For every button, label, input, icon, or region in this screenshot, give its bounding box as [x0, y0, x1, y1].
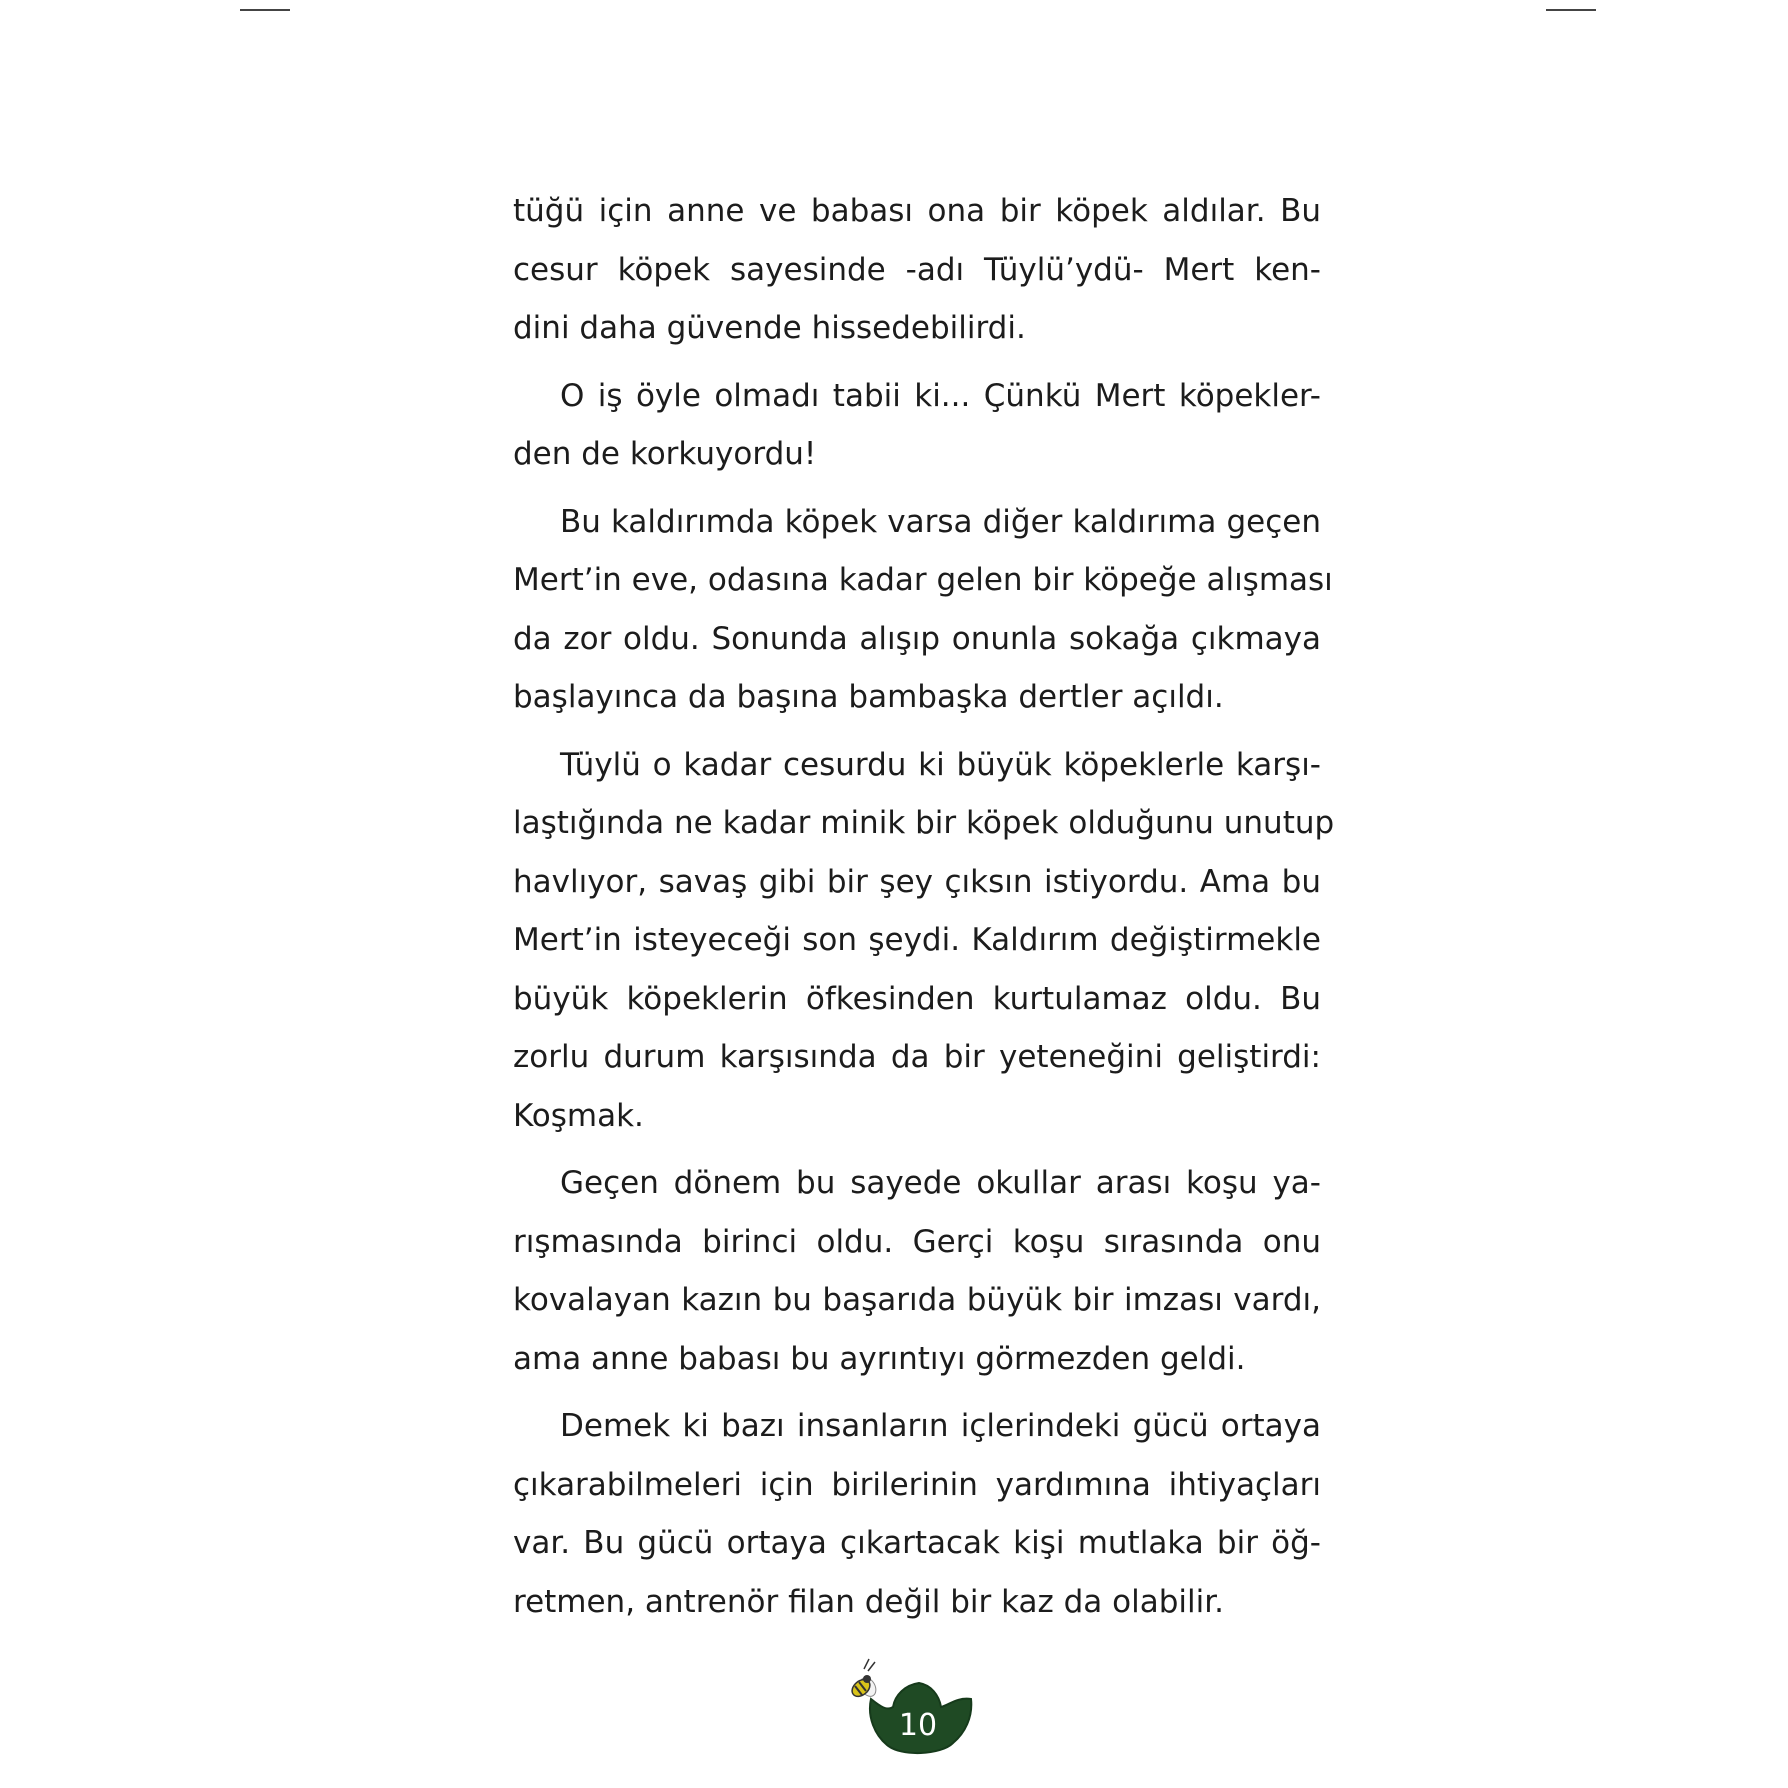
text-line: Bu kaldırımda köpek varsa diğer kaldırıma geçen — [560, 503, 1321, 540]
text-line: laştığında ne kadar minik bir köpek olduğunu unutup — [513, 805, 1335, 841]
paragraph — [513, 367, 1321, 484]
text-line: cesur köpek sayesinde -adı Tüylü’ydü- Mert ken- — [513, 251, 1321, 288]
text-line: havlıyor, savaş gibi bir şey çıksın istiyordu. Ama bu — [513, 863, 1321, 900]
text-line: Tüylü o kadar cesurdu ki büyük köpeklerle karşı- — [560, 746, 1321, 783]
paragraph — [513, 1397, 1321, 1631]
text-line: O iş öyle olmadı tabii ki... Çünkü Mert köpekler- — [560, 377, 1321, 414]
text-line: zorlu durum karşısında da bir yeteneğini geliştirdi: — [513, 1039, 1321, 1075]
paragraph — [513, 182, 1321, 358]
text-line: Mert’in isteyeceği son şeydi. Kaldırım değiştirmekle — [513, 922, 1321, 958]
text-line: ama anne babası bu ayrıntıyı görmezden geldi. — [513, 1340, 1246, 1377]
page-number-badge — [849, 1655, 985, 1761]
text-line: den de korkuyordu! — [513, 436, 817, 472]
page-number: 10 — [898, 1708, 938, 1743]
text-line: dini daha güvende hissedebilirdi. — [513, 310, 1026, 346]
crop-mark-left — [240, 9, 290, 11]
text-line: çıkarabilmeleri için birilerinin yardımına ihtiyaçları — [513, 1466, 1321, 1503]
bee-icon — [849, 1659, 879, 1700]
text-line: Demek ki bazı insanların içlerindeki gücü ortaya — [560, 1408, 1321, 1444]
text-line: var. Bu gücü ortaya çıkartacak kişi mutlaka bir öğ- — [513, 1525, 1321, 1561]
text-line: da zor oldu. Sonunda alışıp onunla sokağa çıkmaya — [513, 620, 1321, 657]
text-line: retmen, antrenör filan değil bir kaz da olabilir. — [513, 1583, 1225, 1620]
crop-mark-right — [1546, 9, 1596, 11]
text-line: Geçen dönem bu sayede okullar arası koşu ya- — [560, 1165, 1321, 1201]
text-line: büyük köpeklerin öfkesinden kurtulamaz oldu. Bu — [513, 980, 1321, 1017]
body-text — [513, 182, 1335, 1640]
text-line: Mert’in eve, odasına kadar gelen bir köpeğe alışması — [513, 562, 1333, 598]
text-line: Koşmak. — [513, 1097, 644, 1134]
text-line: başlayınca da başına bambaşka dertler açıldı. — [513, 679, 1224, 715]
paragraph — [513, 1154, 1321, 1388]
text-line: kovalayan kazın bu başarıda büyük bir imzası vardı, — [513, 1282, 1321, 1318]
text-line: tüğü için anne ve babası ona bir köpek aldılar. Bu — [513, 193, 1321, 229]
text-line: rışmasında birinci oldu. Gerçi koşu sırasında onu — [513, 1223, 1321, 1260]
paragraph — [513, 493, 1333, 727]
paragraph — [513, 736, 1335, 1146]
